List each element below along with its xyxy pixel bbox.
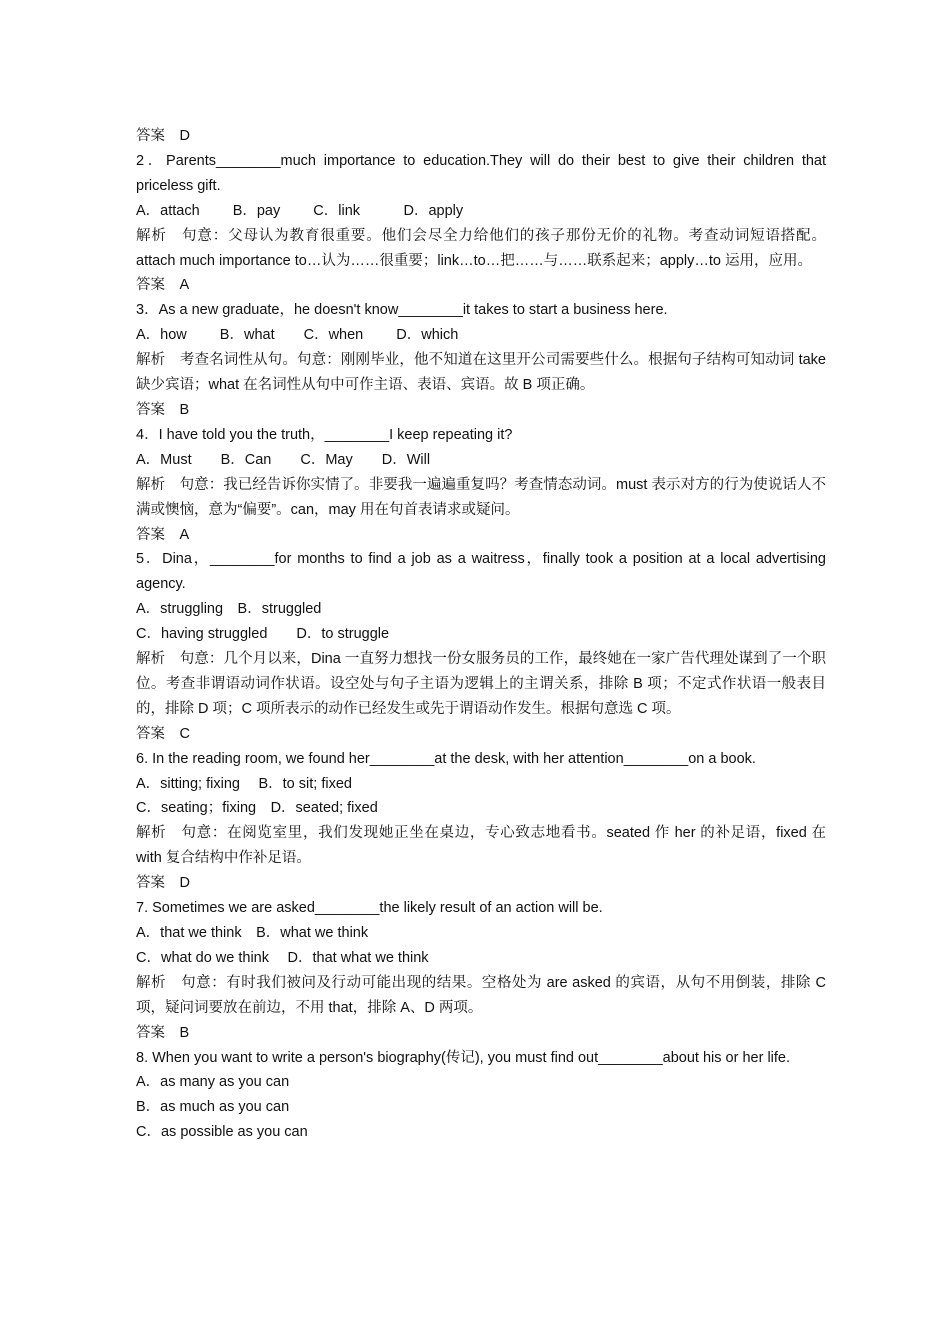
options-line: A．Must B．Can C．May D．Will xyxy=(136,451,431,468)
explanation: 解析 句意：我已经告诉你实情了。非要我一遍遍重复吗？考查情态动词。must 表示对方的行为使说话人不满或懊恼，意为“偏要”。can，may 用在句首表请求或疑问。 xyxy=(136,476,826,518)
explanation: 解析 句意：几个月以来，Dina 一直努力想找一份女服务员的工作，最终她在一家广告代理处谋到了一个职位。考查非谓语动词作状语。设空处与句子主语为逻辑上的主谓关系，排除 B 项；不定式作状语一般表目的，排除 D 项；C 项所表示的动作已经发生或先于谓语动作发生。根据句意选 C 项。 xyxy=(136,651,826,717)
question-stem: 3．As a new graduate，he doesn't know________it takes to start a business here. xyxy=(136,302,668,319)
answer-line: 答案 B xyxy=(136,401,190,418)
options-line: C．seating；fixing D．seated; fixed xyxy=(136,800,378,817)
options-line: A．how B．what C．when D．which xyxy=(136,327,459,344)
options-line: A．sitting; fixing B．to sit; fixed xyxy=(136,775,352,792)
document-page xyxy=(136,124,826,1145)
explanation: 解析 句意：在阅览室里，我们发现她正坐在桌边，专心致志地看书。seated 作 her 的补足语，fixed 在 with 复合结构中作补足语。 xyxy=(136,825,826,867)
answer-line: 答案 D xyxy=(136,128,190,144)
answer-line: 答案 C xyxy=(136,725,190,742)
question-stem: 4．I have told you the truth，________I keep repeating it? xyxy=(136,426,513,443)
explanation: 解析 句意：父母认为教育很重要。他们会尽全力给他们的孩子那份无价的礼物。考查动词短语搭配。attach much importance to…认为……很重要；link…to…把……与……联系起来；apply…to 运用，应用。 xyxy=(136,227,826,269)
question-stem: 2．Parents________much importance to education.They will do their best to give their children that priceless gift. xyxy=(136,152,826,194)
question-stem: 5．Dina，________for months to find a job as a waitress，finally took a position at a local advertising agency. xyxy=(136,551,826,593)
answer-line: 答案 A xyxy=(136,277,190,294)
answer-line: 答案 A xyxy=(136,526,190,543)
answer-line: 答案 D xyxy=(136,875,190,892)
options-line: B．as much as you can xyxy=(136,1099,290,1116)
options-line: C．what do we think D．that what we think xyxy=(136,949,429,966)
explanation: 解析 句意：有时我们被问及行动可能出现的结果。空格处为 are asked 的宾语，从句不用倒装，排除 C 项，疑问词要放在前边，不用 that，排除 A、D 两项。 xyxy=(136,974,826,1016)
options-line: A．struggling B．struggled xyxy=(136,601,322,618)
explanation: 解析 考查名词性从句。句意：刚刚毕业，他不知道在这里开公司需要些什么。根据句子结构可知动词 take 缺少宾语；what 在名词性从句中可作主语、表语、宾语。故 B 项正确。 xyxy=(136,352,826,394)
options-line: C．having struggled D．to struggle xyxy=(136,626,390,643)
question-stem: 8. When you want to write a person's biography(传记), you must find out________about his or her life. xyxy=(136,1049,791,1066)
answer-line: 答案 B xyxy=(136,1024,190,1041)
question-stem: 6. In the reading room, we found her________at the desk, with her attention________on a book. xyxy=(136,750,756,767)
options-line: C．as possible as you can xyxy=(136,1124,308,1141)
options-line: A．attach B．pay C．link D．apply xyxy=(136,202,464,219)
options-line: A．as many as you can xyxy=(136,1074,290,1091)
options-line: A．that we think B．what we think xyxy=(136,925,369,941)
question-stem: 7. Sometimes we are asked________the likely result of an action will be. xyxy=(136,900,603,917)
